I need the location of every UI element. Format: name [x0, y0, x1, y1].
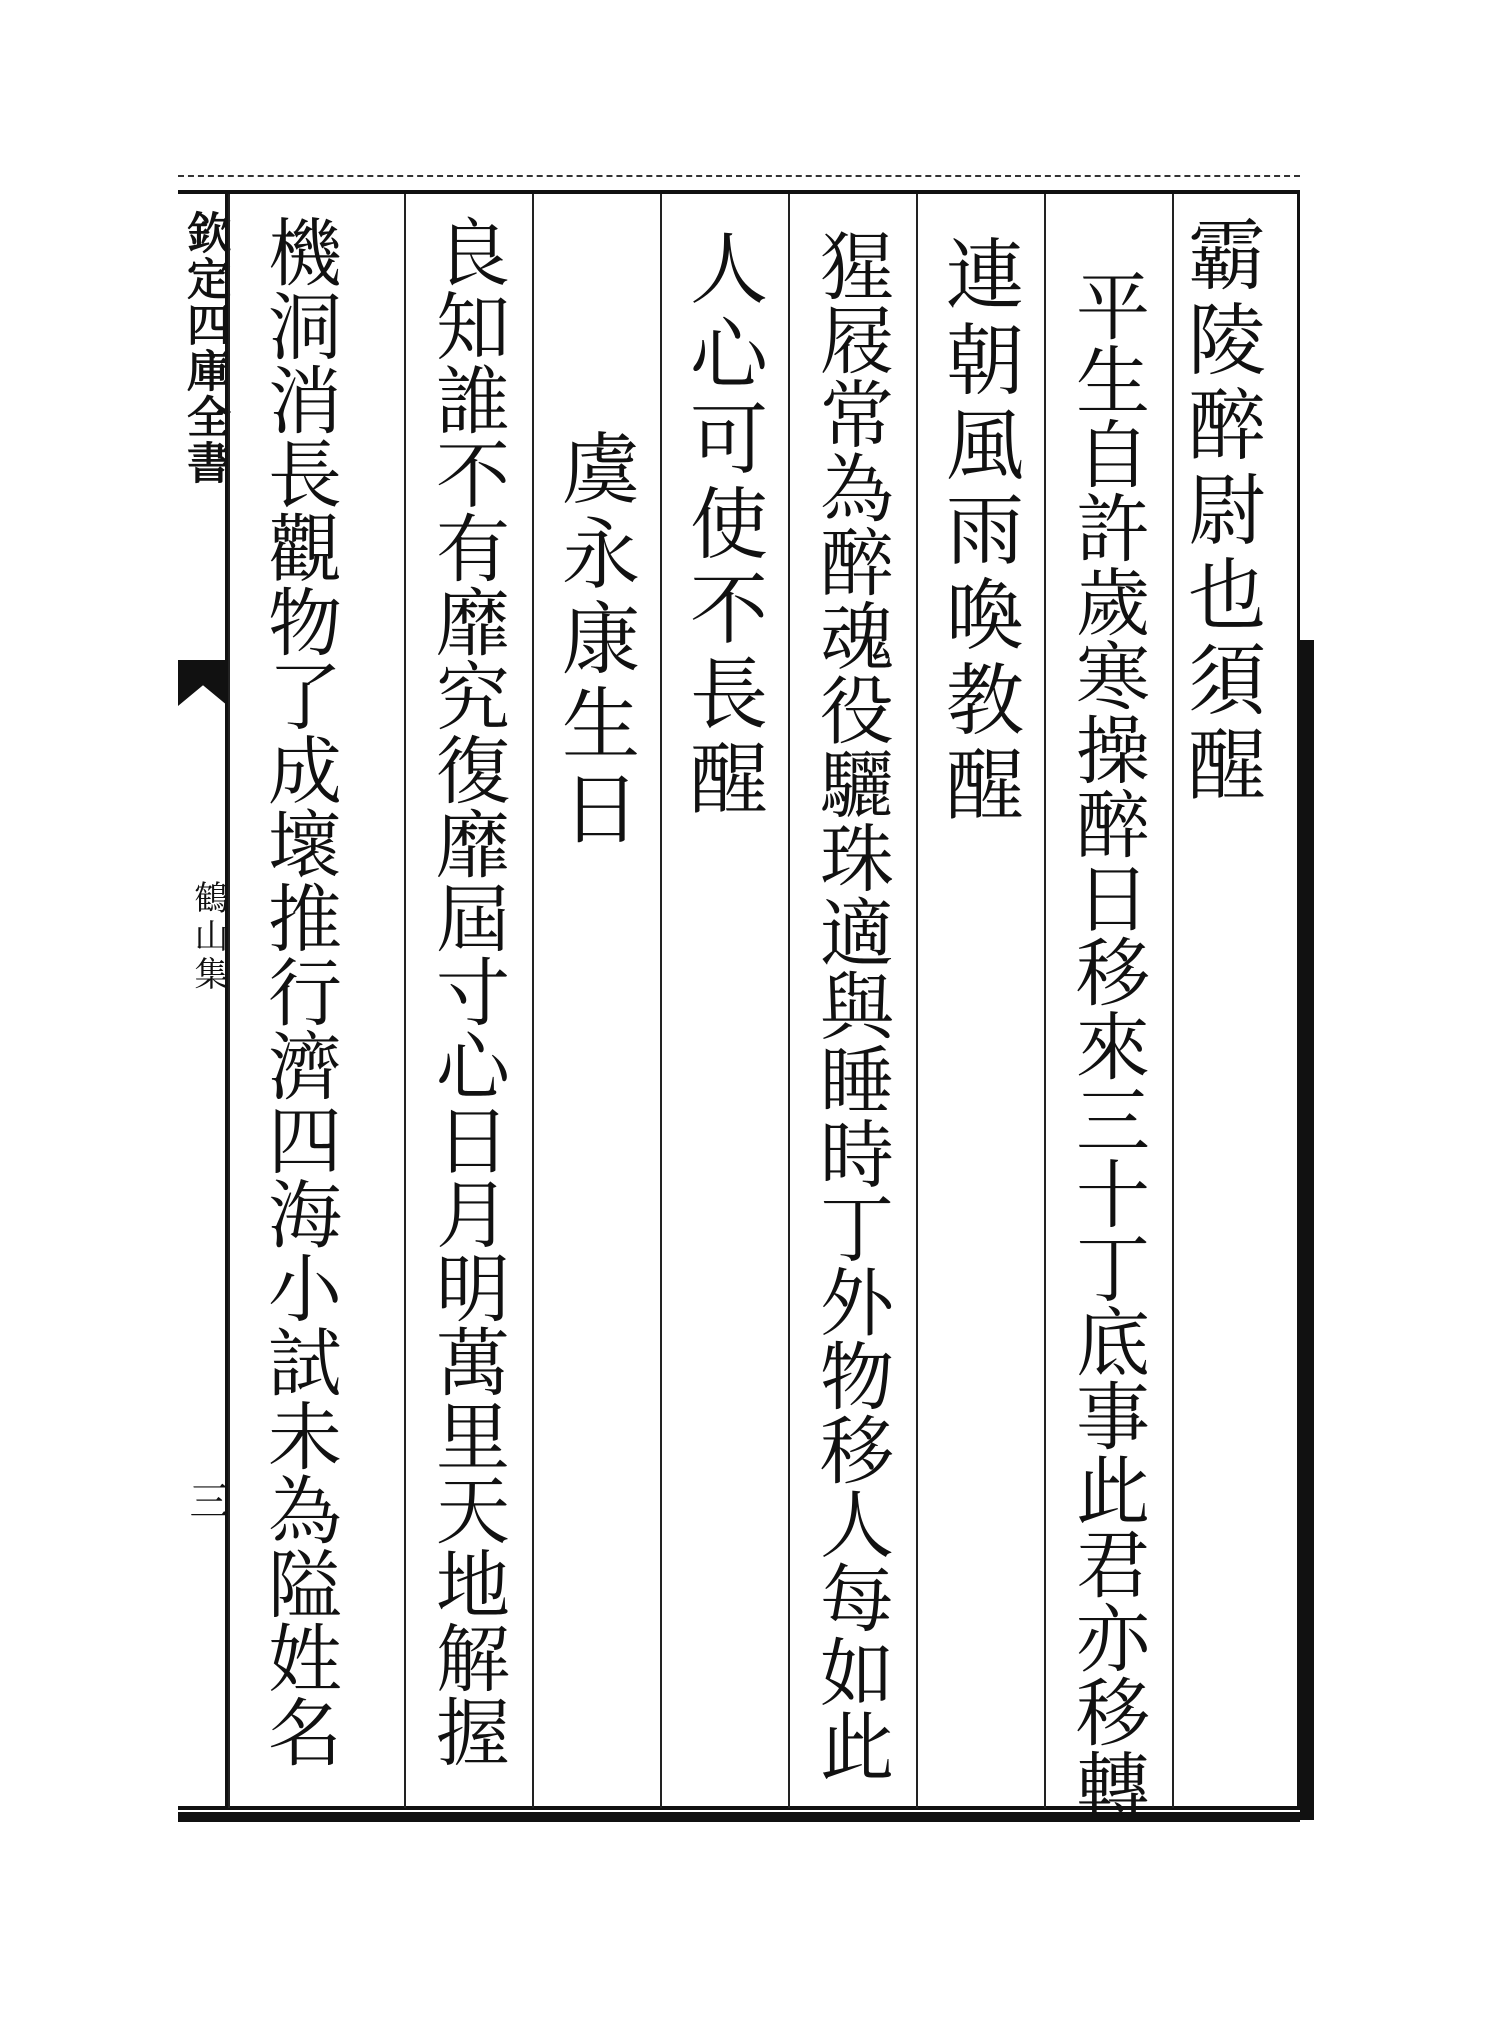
column-text: 虞永康生日	[549, 428, 639, 853]
frame-right-border	[1300, 640, 1314, 1820]
page-number: 三	[183, 1480, 229, 1520]
text-column-1	[1172, 194, 1300, 1808]
column-text: 連朝風雨喚教醒	[933, 234, 1023, 829]
text-column-6	[532, 194, 660, 1808]
top-rule	[178, 175, 1300, 179]
text-column-7	[404, 194, 532, 1808]
column-text: 平生自許歲寒操醉日移來三十丁底事此君亦移轉	[1064, 268, 1150, 1822]
column-text: 良知誰不有靡究復靡屆寸心日月明萬里天地解握	[424, 214, 510, 1768]
text-column-4	[788, 194, 916, 1808]
text-column-3	[916, 194, 1044, 1808]
column-text: 人心可使不長醒	[677, 228, 767, 823]
column-text: 機洞消長觀物了成壞推行濟四海小試未為隘姓名	[256, 214, 342, 1768]
column-text: 猩屐常為醉魂役驪珠適與睡時丁外物移人每如此	[808, 228, 894, 1782]
column-text: 霸陵醉尉也須醒	[1175, 214, 1265, 809]
text-column-2	[1044, 194, 1172, 1822]
collection-title: 欽定四庫全書	[179, 210, 230, 486]
text-column-8	[228, 194, 404, 1808]
text-column-5	[660, 194, 788, 1808]
book-title: 鶴山集	[188, 880, 228, 994]
